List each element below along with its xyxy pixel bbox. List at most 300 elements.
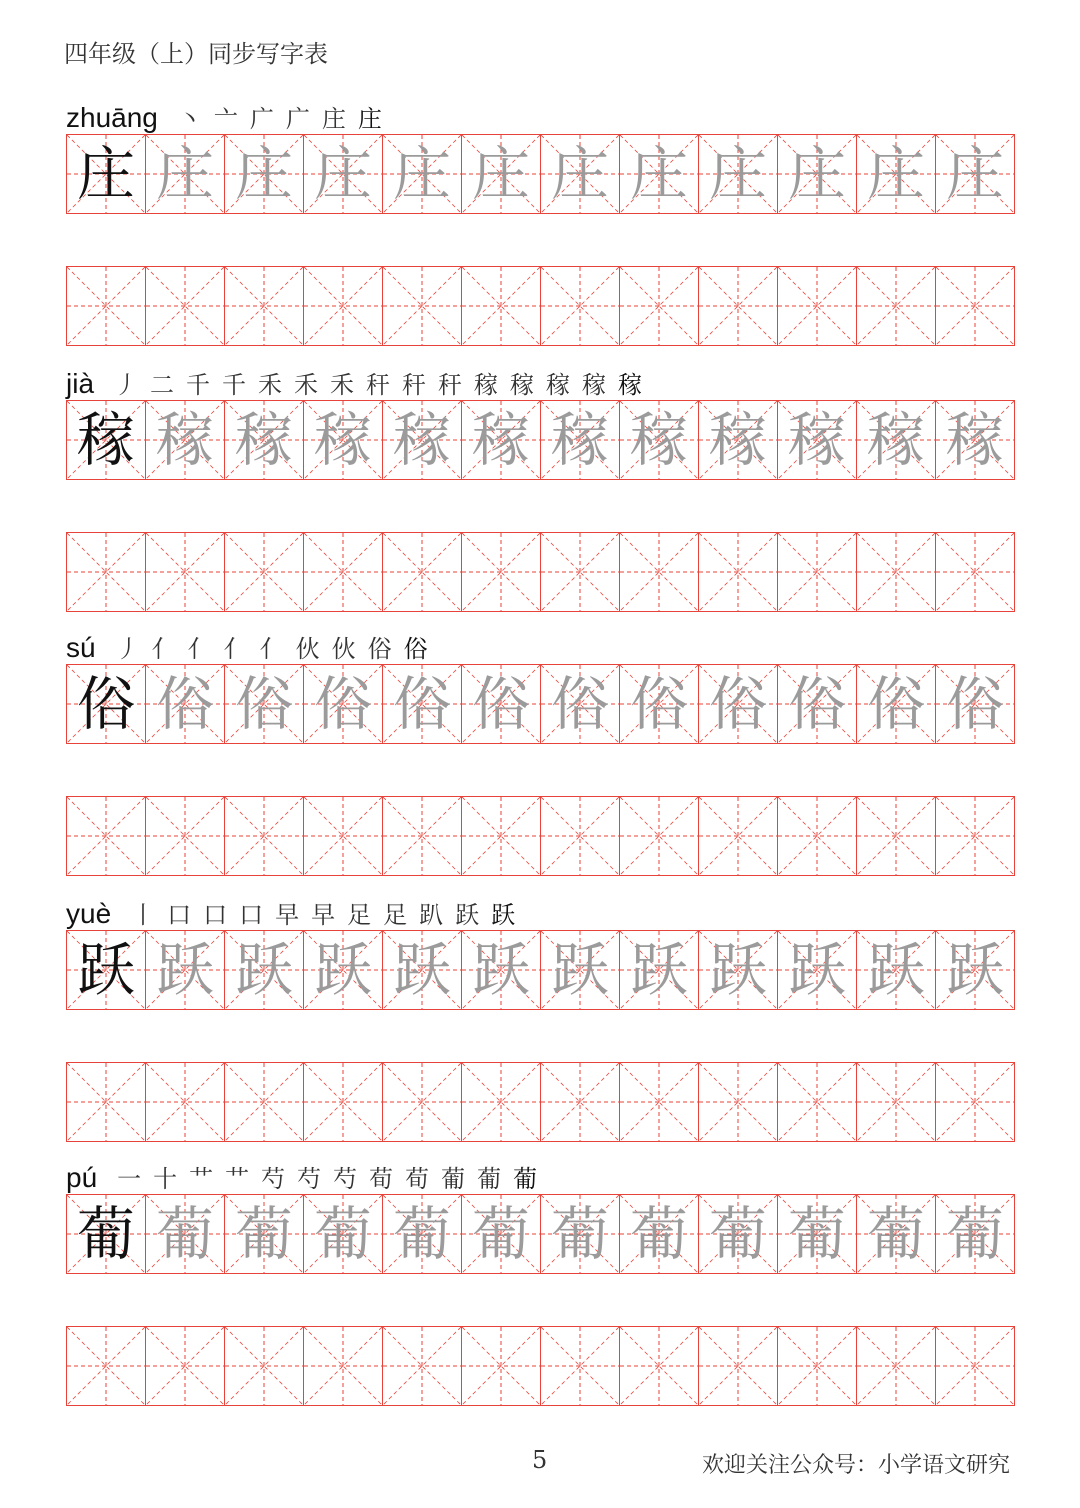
trace-cell bbox=[620, 134, 699, 214]
grid-guide-lines bbox=[225, 1063, 303, 1141]
practice-cell[interactable] bbox=[778, 1326, 857, 1406]
trace-character: 庄 bbox=[787, 140, 846, 208]
trace-character: 稼 bbox=[945, 406, 1004, 474]
grid-guide-lines bbox=[699, 533, 777, 611]
grid-guide-lines bbox=[620, 533, 698, 611]
grid-guide-lines bbox=[541, 1327, 619, 1405]
grid-guide-lines bbox=[146, 267, 224, 345]
practice-cell[interactable] bbox=[541, 796, 620, 876]
practice-cell[interactable] bbox=[383, 532, 462, 612]
practice-cell[interactable] bbox=[857, 532, 936, 612]
stroke-step: 丿 bbox=[114, 371, 139, 399]
grid-guide-lines bbox=[699, 797, 777, 875]
grid-guide-lines bbox=[462, 797, 540, 875]
trace-cell bbox=[936, 930, 1015, 1010]
trace-character: 庄 bbox=[866, 140, 925, 208]
trace-cell bbox=[146, 1194, 225, 1274]
stroke-step: 二 bbox=[150, 371, 175, 399]
grid-guide-lines bbox=[67, 797, 145, 875]
trace-cell bbox=[225, 1194, 304, 1274]
trace-character: 稼 bbox=[866, 406, 925, 474]
stroke-step: 口 bbox=[239, 901, 264, 929]
trace-cell bbox=[304, 134, 383, 214]
stroke-step: 足 bbox=[383, 901, 408, 929]
trace-character: 俗 bbox=[787, 670, 846, 738]
grid-guide-lines bbox=[620, 1327, 698, 1405]
trace-cell bbox=[857, 1194, 936, 1274]
grid-guide-lines bbox=[225, 267, 303, 345]
stroke-step: 芍 bbox=[333, 1165, 358, 1193]
trace-cell bbox=[146, 930, 225, 1010]
practice-cell[interactable] bbox=[462, 1062, 541, 1142]
stroke-step: 一 bbox=[117, 1165, 142, 1193]
practice-cell[interactable] bbox=[857, 1326, 936, 1406]
trace-character: 葡 bbox=[471, 1200, 530, 1268]
trace-cell bbox=[462, 664, 541, 744]
trace-character: 葡 bbox=[787, 1200, 846, 1268]
trace-character: 稼 bbox=[550, 406, 609, 474]
stroke-step: 稼 bbox=[474, 371, 499, 399]
trace-cell bbox=[778, 134, 857, 214]
trace-cell bbox=[383, 134, 462, 214]
stroke-step: 俗 bbox=[403, 635, 428, 663]
trace-cell bbox=[462, 400, 541, 480]
grid-guide-lines bbox=[146, 797, 224, 875]
trace-character: 稼 bbox=[708, 406, 767, 474]
trace-character: 庄 bbox=[550, 140, 609, 208]
trace-character: 俗 bbox=[945, 670, 1004, 738]
practice-cell[interactable] bbox=[778, 796, 857, 876]
grid-guide-lines bbox=[699, 267, 777, 345]
pinyin: zhuāng bbox=[66, 102, 158, 133]
grid-guide-lines bbox=[541, 1063, 619, 1141]
practice-cell[interactable] bbox=[778, 266, 857, 346]
practice-cell[interactable] bbox=[383, 1326, 462, 1406]
trace-cell bbox=[936, 664, 1015, 744]
character-block bbox=[66, 890, 1016, 1142]
practice-cell[interactable] bbox=[146, 796, 225, 876]
stroke-step: 亠 bbox=[213, 105, 238, 133]
trace-character: 俗 bbox=[313, 670, 372, 738]
trace-cell bbox=[857, 664, 936, 744]
model-grid-row bbox=[66, 400, 1016, 480]
practice-cell[interactable] bbox=[620, 796, 699, 876]
pinyin: pú bbox=[66, 1162, 98, 1193]
trace-character: 跃 bbox=[787, 936, 846, 1004]
trace-cell bbox=[699, 664, 778, 744]
practice-cell[interactable] bbox=[146, 1062, 225, 1142]
stroke-step: 十 bbox=[153, 1165, 178, 1193]
stroke-order bbox=[125, 895, 521, 930]
trace-character: 跃 bbox=[629, 936, 688, 1004]
trace-character: 稼 bbox=[392, 406, 451, 474]
practice-cell[interactable] bbox=[146, 1326, 225, 1406]
stroke-step: 稼 bbox=[546, 371, 571, 399]
trace-cell bbox=[541, 1194, 620, 1274]
practice-cell[interactable] bbox=[699, 266, 778, 346]
practice-cell[interactable] bbox=[699, 532, 778, 612]
trace-character: 跃 bbox=[708, 936, 767, 1004]
character-block bbox=[66, 1154, 1016, 1406]
grid-guide-lines bbox=[383, 267, 461, 345]
grid-guide-lines bbox=[304, 797, 382, 875]
trace-cell bbox=[541, 930, 620, 1010]
stroke-step: 禾 bbox=[294, 371, 319, 399]
trace-cell bbox=[462, 134, 541, 214]
grid-guide-lines bbox=[620, 1063, 698, 1141]
trace-cell bbox=[699, 1194, 778, 1274]
trace-character: 葡 bbox=[234, 1200, 293, 1268]
stroke-step: 口 bbox=[203, 901, 228, 929]
stroke-step: 亻 bbox=[223, 635, 248, 663]
grid-guide-lines bbox=[541, 267, 619, 345]
stroke-step: 芍 bbox=[261, 1165, 286, 1193]
practice-cell[interactable] bbox=[699, 1326, 778, 1406]
trace-character: 跃 bbox=[392, 936, 451, 1004]
grid-guide-lines bbox=[778, 533, 856, 611]
trace-cell bbox=[936, 134, 1015, 214]
grid-guide-lines bbox=[699, 1063, 777, 1141]
trace-character: 俗 bbox=[234, 670, 293, 738]
stroke-step: 葡 bbox=[513, 1165, 538, 1193]
grid-guide-lines bbox=[462, 267, 540, 345]
trace-character: 俗 bbox=[392, 670, 451, 738]
character-block bbox=[66, 624, 1016, 876]
practice-cell[interactable] bbox=[383, 1062, 462, 1142]
practice-cell[interactable] bbox=[462, 532, 541, 612]
stroke-step: 俗 bbox=[367, 635, 392, 663]
grid-guide-lines bbox=[541, 533, 619, 611]
stroke-step: 庄 bbox=[321, 105, 346, 133]
footer-note: 欢迎关注公众号：小学语文研究 bbox=[702, 1453, 1011, 1478]
trace-cell bbox=[383, 930, 462, 1010]
trace-cell bbox=[857, 134, 936, 214]
stroke-step: 禾 bbox=[330, 371, 355, 399]
practice-cell[interactable] bbox=[541, 1062, 620, 1142]
stroke-step: 秆 bbox=[438, 371, 463, 399]
grid-guide-lines bbox=[383, 533, 461, 611]
trace-character: 葡 bbox=[945, 1200, 1004, 1268]
model-character: 稼 bbox=[76, 406, 135, 474]
trace-character: 俗 bbox=[866, 670, 925, 738]
trace-character: 跃 bbox=[155, 936, 214, 1004]
trace-character: 稼 bbox=[155, 406, 214, 474]
practice-cell[interactable] bbox=[936, 1326, 1015, 1406]
trace-character: 稼 bbox=[629, 406, 688, 474]
grid-guide-lines bbox=[67, 1327, 145, 1405]
stroke-step: 伙 bbox=[331, 635, 356, 663]
pinyin-line bbox=[66, 360, 1016, 400]
pinyin-line bbox=[66, 1154, 1016, 1194]
trace-character: 俗 bbox=[550, 670, 609, 738]
practice-cell[interactable] bbox=[304, 1062, 383, 1142]
trace-cell bbox=[699, 930, 778, 1010]
stroke-order bbox=[172, 99, 388, 134]
pinyin-line bbox=[66, 890, 1016, 930]
pinyin: sú bbox=[66, 632, 96, 663]
practice-cell[interactable] bbox=[778, 1062, 857, 1142]
grid-guide-lines bbox=[67, 267, 145, 345]
trace-character: 稼 bbox=[471, 406, 530, 474]
trace-cell bbox=[541, 400, 620, 480]
trace-cell bbox=[857, 930, 936, 1010]
trace-character: 葡 bbox=[392, 1200, 451, 1268]
page-title: 四年级（上）同步写字表 bbox=[64, 40, 328, 68]
trace-character: 俗 bbox=[629, 670, 688, 738]
grid-guide-lines bbox=[936, 267, 1014, 345]
trace-character: 庄 bbox=[313, 140, 372, 208]
model-cell bbox=[67, 1194, 146, 1274]
trace-character: 俗 bbox=[471, 670, 530, 738]
practice-cell[interactable] bbox=[225, 1062, 304, 1142]
trace-cell bbox=[620, 664, 699, 744]
stroke-order bbox=[108, 365, 648, 400]
trace-cell bbox=[620, 1194, 699, 1274]
practice-cell[interactable] bbox=[304, 796, 383, 876]
practice-grid-row bbox=[66, 1062, 1016, 1142]
practice-cell[interactable] bbox=[67, 1326, 146, 1406]
practice-grid-row bbox=[66, 796, 1016, 876]
trace-cell bbox=[936, 1194, 1015, 1274]
stroke-step: 芍 bbox=[297, 1165, 322, 1193]
practice-cell[interactable] bbox=[699, 796, 778, 876]
practice-cell[interactable] bbox=[778, 532, 857, 612]
trace-cell bbox=[778, 400, 857, 480]
grid-guide-lines bbox=[146, 533, 224, 611]
stroke-step: 秆 bbox=[366, 371, 391, 399]
pinyin: jià bbox=[66, 368, 95, 399]
grid-guide-lines bbox=[936, 797, 1014, 875]
practice-cell[interactable] bbox=[225, 532, 304, 612]
trace-character: 庄 bbox=[234, 140, 293, 208]
stroke-step: 口 bbox=[167, 901, 192, 929]
grid-guide-lines bbox=[936, 1327, 1014, 1405]
practice-cell[interactable] bbox=[146, 532, 225, 612]
practice-cell[interactable] bbox=[383, 266, 462, 346]
model-grid-row bbox=[66, 930, 1016, 1010]
grid-guide-lines bbox=[936, 1063, 1014, 1141]
grid-guide-lines bbox=[620, 267, 698, 345]
practice-cell[interactable] bbox=[857, 266, 936, 346]
trace-cell bbox=[462, 930, 541, 1010]
grid-guide-lines bbox=[462, 533, 540, 611]
trace-cell bbox=[225, 400, 304, 480]
practice-cell[interactable] bbox=[67, 1062, 146, 1142]
character-block bbox=[66, 360, 1016, 612]
trace-character: 俗 bbox=[155, 670, 214, 738]
stroke-step: 丿 bbox=[115, 635, 140, 663]
model-character: 跃 bbox=[76, 936, 135, 1004]
model-cell bbox=[67, 664, 146, 744]
practice-cell[interactable] bbox=[383, 796, 462, 876]
stroke-step: 荀 bbox=[405, 1165, 430, 1193]
trace-character: 庄 bbox=[392, 140, 451, 208]
trace-cell bbox=[225, 134, 304, 214]
model-cell bbox=[67, 400, 146, 480]
practice-cell[interactable] bbox=[146, 266, 225, 346]
model-grid-row bbox=[66, 134, 1016, 214]
trace-cell bbox=[778, 930, 857, 1010]
grid-guide-lines bbox=[857, 533, 935, 611]
practice-grid-row bbox=[66, 532, 1016, 612]
trace-cell bbox=[383, 400, 462, 480]
practice-cell[interactable] bbox=[936, 266, 1015, 346]
practice-cell[interactable] bbox=[541, 1326, 620, 1406]
practice-cell[interactable] bbox=[699, 1062, 778, 1142]
practice-cell[interactable] bbox=[541, 266, 620, 346]
trace-character: 稼 bbox=[234, 406, 293, 474]
stroke-step: 早 bbox=[311, 901, 336, 929]
practice-cell[interactable] bbox=[225, 266, 304, 346]
pinyin-line bbox=[66, 624, 1016, 664]
stroke-step: 千 bbox=[222, 371, 247, 399]
stroke-step: 亻 bbox=[187, 635, 212, 663]
trace-character: 葡 bbox=[550, 1200, 609, 1268]
grid-guide-lines bbox=[462, 1327, 540, 1405]
character-block bbox=[66, 94, 1016, 346]
grid-guide-lines bbox=[857, 1327, 935, 1405]
trace-cell bbox=[620, 930, 699, 1010]
grid-guide-lines bbox=[304, 533, 382, 611]
grid-guide-lines bbox=[383, 1327, 461, 1405]
trace-cell bbox=[146, 400, 225, 480]
model-cell bbox=[67, 930, 146, 1010]
stroke-step: 广 bbox=[285, 105, 310, 133]
practice-cell[interactable] bbox=[620, 1062, 699, 1142]
practice-cell[interactable] bbox=[304, 266, 383, 346]
grid-guide-lines bbox=[778, 1063, 856, 1141]
practice-cell[interactable] bbox=[462, 1326, 541, 1406]
grid-guide-lines bbox=[857, 267, 935, 345]
grid-guide-lines bbox=[67, 1063, 145, 1141]
practice-cell[interactable] bbox=[67, 796, 146, 876]
grid-guide-lines bbox=[857, 1063, 935, 1141]
stroke-step: 早 bbox=[275, 901, 300, 929]
practice-cell[interactable] bbox=[541, 532, 620, 612]
trace-cell bbox=[304, 930, 383, 1010]
trace-character: 庄 bbox=[629, 140, 688, 208]
practice-cell[interactable] bbox=[620, 266, 699, 346]
practice-cell[interactable] bbox=[857, 1062, 936, 1142]
trace-cell bbox=[778, 1194, 857, 1274]
trace-character: 葡 bbox=[708, 1200, 767, 1268]
grid-guide-lines bbox=[541, 797, 619, 875]
practice-cell[interactable] bbox=[620, 1326, 699, 1406]
practice-grid-row bbox=[66, 266, 1016, 346]
grid-guide-lines bbox=[778, 267, 856, 345]
stroke-step: 葡 bbox=[477, 1165, 502, 1193]
stroke-step: 稼 bbox=[618, 371, 643, 399]
stroke-step: 亻 bbox=[259, 635, 284, 663]
stroke-step: 千 bbox=[186, 371, 211, 399]
trace-cell bbox=[304, 664, 383, 744]
stroke-step: 秆 bbox=[402, 371, 427, 399]
trace-character: 葡 bbox=[629, 1200, 688, 1268]
trace-cell bbox=[304, 1194, 383, 1274]
practice-cell[interactable] bbox=[936, 532, 1015, 612]
grid-guide-lines bbox=[699, 1327, 777, 1405]
grid-guide-lines bbox=[778, 1327, 856, 1405]
trace-cell bbox=[936, 400, 1015, 480]
grid-guide-lines bbox=[304, 267, 382, 345]
practice-cell[interactable] bbox=[936, 796, 1015, 876]
practice-cell[interactable] bbox=[936, 1062, 1015, 1142]
trace-character: 跃 bbox=[945, 936, 1004, 1004]
trace-cell bbox=[146, 664, 225, 744]
trace-character: 葡 bbox=[155, 1200, 214, 1268]
trace-cell bbox=[620, 400, 699, 480]
stroke-step: 丨 bbox=[131, 901, 156, 929]
practice-cell[interactable] bbox=[857, 796, 936, 876]
stroke-step: 稼 bbox=[582, 371, 607, 399]
trace-character: 跃 bbox=[234, 936, 293, 1004]
model-grid-row bbox=[66, 1194, 1016, 1274]
practice-cell[interactable] bbox=[620, 532, 699, 612]
trace-cell bbox=[541, 134, 620, 214]
trace-cell bbox=[699, 400, 778, 480]
trace-character: 跃 bbox=[313, 936, 372, 1004]
stroke-step: 伙 bbox=[295, 635, 320, 663]
trace-character: 跃 bbox=[550, 936, 609, 1004]
grid-guide-lines bbox=[462, 1063, 540, 1141]
trace-cell bbox=[541, 664, 620, 744]
trace-character: 跃 bbox=[471, 936, 530, 1004]
trace-character: 跃 bbox=[866, 936, 925, 1004]
trace-cell bbox=[146, 134, 225, 214]
practice-cell[interactable] bbox=[225, 796, 304, 876]
stroke-step: 亻 bbox=[151, 635, 176, 663]
stroke-step: 跃 bbox=[491, 901, 516, 929]
practice-cell[interactable] bbox=[462, 796, 541, 876]
grid-guide-lines bbox=[225, 797, 303, 875]
grid-guide-lines bbox=[146, 1327, 224, 1405]
grid-guide-lines bbox=[225, 1327, 303, 1405]
stroke-step: 艹 bbox=[225, 1165, 250, 1193]
stroke-step: 庄 bbox=[357, 105, 382, 133]
trace-character: 庄 bbox=[155, 140, 214, 208]
practice-cell[interactable] bbox=[225, 1326, 304, 1406]
trace-cell bbox=[699, 134, 778, 214]
page-number: 5 bbox=[532, 1446, 548, 1474]
trace-cell bbox=[304, 400, 383, 480]
stroke-order bbox=[111, 1159, 543, 1194]
model-character: 葡 bbox=[76, 1200, 135, 1268]
stroke-step: 葡 bbox=[441, 1165, 466, 1193]
model-character: 庄 bbox=[76, 140, 135, 208]
practice-cell[interactable] bbox=[304, 1326, 383, 1406]
trace-character: 稼 bbox=[787, 406, 846, 474]
stroke-step: 禾 bbox=[258, 371, 283, 399]
model-cell bbox=[67, 134, 146, 214]
practice-cell[interactable] bbox=[67, 266, 146, 346]
stroke-step: 足 bbox=[347, 901, 372, 929]
practice-grid-row bbox=[66, 1326, 1016, 1406]
trace-cell bbox=[383, 664, 462, 744]
practice-cell[interactable] bbox=[304, 532, 383, 612]
stroke-order bbox=[110, 629, 434, 664]
trace-cell bbox=[225, 930, 304, 1010]
trace-cell bbox=[778, 664, 857, 744]
trace-cell bbox=[225, 664, 304, 744]
trace-character: 葡 bbox=[313, 1200, 372, 1268]
practice-cell[interactable] bbox=[462, 266, 541, 346]
trace-character: 稼 bbox=[313, 406, 372, 474]
trace-cell bbox=[857, 400, 936, 480]
trace-character: 俗 bbox=[708, 670, 767, 738]
stroke-step: 趴 bbox=[419, 901, 444, 929]
grid-guide-lines bbox=[383, 1063, 461, 1141]
practice-cell[interactable] bbox=[67, 532, 146, 612]
